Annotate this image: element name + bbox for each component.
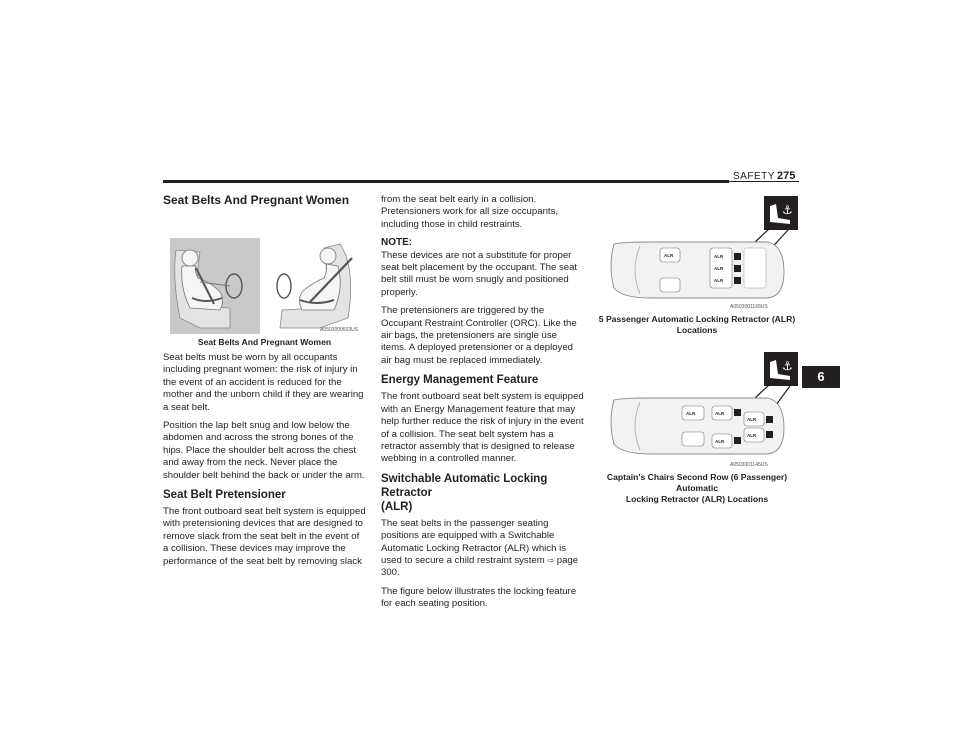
header-section: SAFETY — [733, 171, 775, 182]
figure-pregnant-women — [170, 238, 362, 339]
figure-alr-5-passenger — [600, 196, 800, 317]
alr-label: ALR — [747, 417, 757, 422]
paragraph: Position the lap belt snug and low below the abdomen and across the strong bones of the hips. Place the shoulder belt across the chest and away from the neck. Never place the shoulder belt behind the back or under the arm. — [163, 420, 365, 481]
page-reference-arrow-icon: ⇨ — [547, 555, 555, 565]
paragraph-text: The seat belts in the passenger seating positions are equipped with a Switchable Automatic Locking Retractor (ALR) which is used to secure a child restraint system — [381, 517, 567, 566]
paragraph: The figure below illustrates the locking feature for each seating position. — [381, 585, 577, 610]
alr-label: ALR — [714, 278, 724, 283]
note-label: NOTE: — [381, 237, 413, 249]
figure3-code: A0503001145US — [730, 462, 768, 468]
alr-label: ALR — [686, 411, 696, 416]
paragraph: The front outboard seat belt system is equipped with pretensioning devices that are designed to remove slack from the seat belt in the event of a collision. These devices may improve the performance of the seat belt by removing slack — [163, 506, 366, 567]
child-seat-anchor-icon — [764, 352, 798, 386]
child-seat-anchor-icon — [764, 196, 798, 230]
alr-label: ALR — [715, 411, 725, 416]
note-text: These devices are not a substitute for proper seat belt placement by the occupant. The seat belt still must be worn snugly and positioned properly. — [381, 249, 578, 298]
figure3-caption-line1: Captain's Chairs Second Row (6 Passenger) Automatic — [606, 472, 788, 493]
page-reference-link[interactable]: page 300. — [381, 554, 579, 579]
section-title-energy: Energy Management Feature — [381, 374, 539, 387]
paragraph: Seat belts must be worn by all occupants including pregnant women: the risk of injury in the event of an accident is reduced for the mother and the unborn child if they are wearing a seat belt. — [163, 352, 364, 413]
alr-label: ALR — [747, 433, 757, 438]
paragraph — [381, 518, 585, 580]
figure-alr-6-passenger — [600, 352, 800, 475]
section-title-alr — [381, 472, 585, 514]
alr-label: ALR — [715, 439, 725, 444]
section-title-alr-line2: (ALR) — [381, 500, 413, 513]
figure3-caption-line2: Locking Retractor (ALR) Locations — [625, 494, 769, 504]
paragraph: The front outboard seat belt system is equipped with an Energy Management feature that may help further reduce the risk of injury in the event of a collision. The seat belt system has a retractor assembly that is designed to release webbing in a controlled manner. — [381, 391, 584, 465]
column-1-body — [163, 352, 367, 574]
column-1 — [163, 194, 366, 206]
figure1-code: A0503000603US — [320, 327, 359, 333]
section-title-pretensioner: Seat Belt Pretensioner — [163, 489, 286, 502]
svg-text:⚓: ⚓ — [782, 359, 793, 373]
alr-6-passenger-illustration — [600, 352, 800, 470]
page-number: 275 — [777, 170, 796, 182]
section-title-alr-line1: Switchable Automatic Locking Retractor — [381, 472, 548, 499]
alr-label: ALR — [664, 253, 674, 258]
chapter-tab: 6 — [802, 366, 840, 388]
figure2-caption: 5 Passenger Automatic Locking Retractor (ALR) Locations — [598, 314, 796, 335]
alr-label: ALR — [714, 266, 724, 271]
alr-label: ALR — [714, 254, 724, 259]
alr-5-passenger-illustration — [600, 196, 800, 312]
figure1-caption: Seat Belts And Pregnant Women — [197, 337, 332, 347]
figure2-code: A0503001168US — [730, 304, 768, 310]
column-2 — [381, 194, 585, 617]
header-rule — [163, 180, 729, 183]
paragraph: from the seat belt early in a collision. Pretensioners work for all size occupants, including those in child restraints. — [381, 194, 559, 230]
pregnant-women-illustration — [170, 238, 362, 334]
paragraph: The pretensioners are triggered by the Occupant Restraint Controller (ORC). Like the air bags, the pretensioners are single use items. A deployed pretensioner or a deployed air bag must be replaced immediately. — [381, 305, 577, 366]
figure3-caption — [590, 472, 804, 505]
svg-text:⚓: ⚓ — [782, 203, 793, 217]
section-title-pregnant: Seat Belts And Pregnant Women — [163, 193, 350, 207]
